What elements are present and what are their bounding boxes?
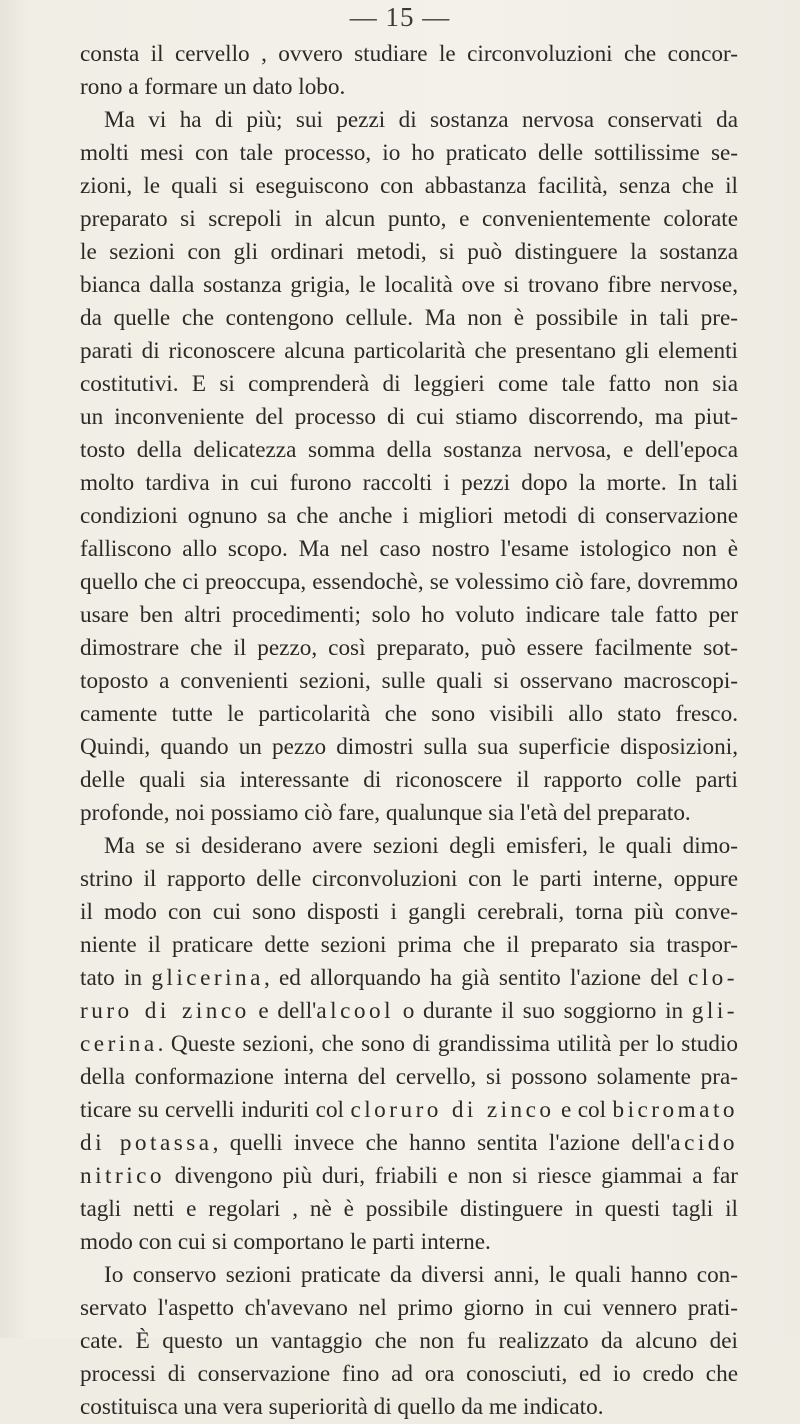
text-line: il modo con cui sono disposti i gangli cerebrali, torna più conve- [80, 899, 738, 925]
text-line: della conformazione interna del cervello, si possono solamente pra- [80, 1064, 738, 1090]
text-segment: . Queste sezioni, che sono di grandissima utilità per lo studio [157, 1031, 738, 1057]
text-line: tagli netti e regolari , nè è possibile distinguere in questi tagli il [80, 1196, 738, 1222]
text-segment: , quelli invece che hanno sentita l'azione dell' [212, 1130, 671, 1156]
text-line: usare ben altri procedimenti; solo ho voluto indicare tale fatto per [80, 602, 738, 628]
body-text [80, 38, 738, 1424]
text-line: delle quali sia interessante di riconoscere il rapporto colle parti [80, 767, 738, 793]
text-segment: ticare su cervelli induriti col [80, 1097, 351, 1123]
text-line: strino il rapporto delle circonvoluzioni con le parti interne, oppure [80, 866, 738, 892]
text-line: costitutivi. E si comprenderà di leggieri come tale fatto non sia [80, 371, 738, 397]
spaced-term: cloruro di zinco [350, 1097, 555, 1123]
text-line [80, 962, 738, 995]
text-segment: o durante il suo soggiorno in [394, 998, 692, 1024]
text-line: Ma se si desiderano avere sezioni degli emisferi, le quali dimo- [104, 833, 738, 859]
text-line [80, 1028, 738, 1061]
text-line: rono a formare un dato lobo. [80, 74, 346, 100]
spaced-term: cerina [80, 1031, 158, 1057]
page-number: — 15 — [349, 2, 451, 32]
text-line: parati di riconoscere alcuna particolarità che presentano gli elementi [80, 338, 738, 364]
text-segment: e dell' [249, 998, 317, 1024]
text-segment: tato in [80, 965, 152, 991]
text-line: le sezioni con gli ordinari metodi, si può distinguere la sostanza [80, 239, 738, 265]
text-line [80, 995, 738, 1028]
text-line: consta il cervello , ovvero studiare le circonvoluzioni che concor- [80, 41, 738, 67]
spaced-term: nitrico [80, 1163, 166, 1189]
text-segment: e col [554, 1097, 613, 1123]
text-line: quello che ci preoccupa, essendochè, se volessimo ciò fare, dovremmo [80, 569, 738, 595]
text-line: cate. È questo un vantaggio che non fu realizzato da alcuno dei [80, 1328, 738, 1354]
text-line: un inconveniente del processo di cui stiamo discorrendo, ma piut- [80, 404, 738, 430]
text-line: servato l'aspetto ch'avevano nel primo giorno in cui vennero prati- [80, 1295, 738, 1321]
text-line [80, 1094, 738, 1127]
text-line: bianca dalla sostanza grigia, le località ove si trovano fibre nervose, [80, 272, 738, 298]
text-line: profonde, noi possiamo ciò fare, qualunque sia l'età del preparato. [80, 800, 691, 826]
text-line [80, 1127, 738, 1160]
text-line: costituisca una vera superiorità di quello da me indicato. [80, 1394, 604, 1420]
text-segment: , ed allorquando ha già sentito l'azione del [263, 965, 688, 991]
text-line [80, 1160, 738, 1193]
spaced-term: acido [670, 1130, 738, 1156]
text-line: falliscono allo scopo. Ma nel caso nostro l'esame istologico non è [80, 536, 738, 562]
text-line: niente il praticare dette sezioni prima che il preparato sia traspor- [80, 932, 738, 958]
text-line: tosto della delicatezza somma della sostanza nervosa, e dell'epoca [80, 437, 738, 463]
spaced-term: ruro di zinco [80, 998, 250, 1024]
text-line: zioni, le quali si eseguiscono con abbastanza facilità, senza che il [80, 173, 738, 199]
text-line: molti mesi con tale processo, io ho praticato delle sottilissime se- [80, 140, 738, 166]
text-line: modo con cui si comportano le parti interne. [80, 1229, 491, 1255]
text-line: dimostrare che il pezzo, così preparato, può essere facilmente sot- [80, 635, 738, 661]
text-line: Quindi, quando un pezzo dimostri sulla sua superficie disposizioni, [80, 734, 738, 760]
text-line: da quelle che contengono cellule. Ma non è possibile in tali pre- [80, 305, 738, 331]
spaced-term: glicerina [151, 965, 264, 991]
text-line: condizioni ognuno sa che anche i migliori metodi di conservazione [80, 503, 738, 529]
text-line: processi di conservazione fino ad ora conosciuti, ed io credo che [80, 1361, 738, 1387]
spaced-term: bicromato [612, 1097, 738, 1123]
text-line: Ma vi ha di più; sui pezzi di sostanza nervosa conservati da [104, 107, 738, 133]
spaced-term: gli- [691, 998, 738, 1024]
spaced-term: di potassa [80, 1130, 213, 1156]
text-line: preparato si screpoli in alcun punto, e convenientemente colorate [80, 206, 738, 232]
text-line: toposto a convenienti sezioni, sulle quali si osservano macroscopi- [80, 668, 738, 694]
text-line: Io conservo sezioni praticate da diversi anni, le quali hanno con- [104, 1262, 738, 1288]
spaced-term: alcool [316, 998, 395, 1024]
text-line: camente tutte le particolarità che sono visibili allo stato fresco. [80, 701, 738, 727]
spaced-term: clo- [687, 965, 738, 991]
text-segment: divengono più duri, friabili e non si riesce giammai a far [165, 1163, 738, 1189]
text-line: molto tardiva in cui furono raccolti i pezzi dopo la morte. In tali [80, 470, 738, 496]
